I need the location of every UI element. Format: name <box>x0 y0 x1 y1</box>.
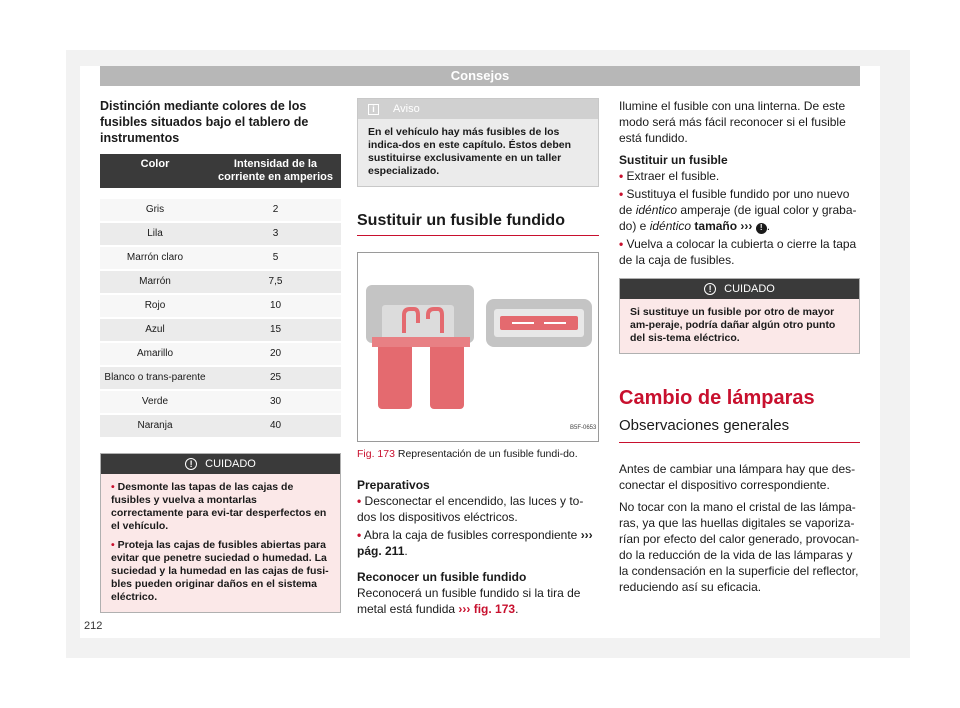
cell-amperage: 25 <box>210 366 341 390</box>
bullet-icon: • <box>111 539 115 551</box>
page-header: Consejos <box>100 66 860 86</box>
cell-amperage: 7,5 <box>210 270 341 294</box>
figure-code: B5F-0653 <box>570 425 597 431</box>
cell-amperage: 3 <box>210 222 341 246</box>
paragraph: Antes de cambiar una lámpara hay que des-conectar el dispositivo correspondiente. <box>619 462 856 492</box>
table-header-color: Color <box>100 154 210 188</box>
intro-text: Ilumine el fusible con una linterna. De este modo será más fácil reconocer si el fusible está fundido. <box>619 99 846 145</box>
table-row <box>100 318 341 342</box>
cuidado-header <box>101 454 340 474</box>
cuidado-label: CUIDADO <box>724 283 775 295</box>
cell-color: Azul <box>100 318 210 342</box>
right-column <box>619 98 860 601</box>
table-row <box>100 390 341 414</box>
bullet-icon: • <box>357 494 362 508</box>
preparativos-title: Preparativos <box>357 478 430 492</box>
figure-caption: Fig. 173 Representación de un fusible fundi-do. <box>357 448 578 460</box>
page-number: 212 <box>84 620 103 632</box>
middle-column <box>357 98 599 623</box>
fuse-body <box>372 337 470 347</box>
bullet-icon: • <box>357 528 362 542</box>
blown-fuse-illustration <box>358 253 598 441</box>
sustituir-item: • Vuelva a colocar la cubierta o cierre la tapa de la caja de fusibles. <box>619 237 857 267</box>
sustituir-item: • Sustituya el fusible fundido por uno nuevo de idéntico amperaje (de igual color y graba-do) e idéntico tamaño ››› ! . <box>619 187 857 233</box>
cell-color: Amarillo <box>100 342 210 366</box>
cuidado-item: • Desmonte las tapas de las cajas de fusibles y vuelva a montarlas correctamente para evi-tar desperfectos en el vehículo. <box>111 481 327 532</box>
table-row <box>100 294 341 318</box>
sustituir-item: • Extraer el fusible. <box>619 169 720 183</box>
subsection-title: Observaciones generales <box>619 416 860 443</box>
cell-color: Blanco o trans-parente <box>100 366 210 390</box>
cell-color: Verde <box>100 390 210 414</box>
left-column <box>100 98 341 613</box>
aviso-label: Aviso <box>393 103 420 115</box>
cell-amperage: 20 <box>210 342 341 366</box>
warning-circle-icon: ! <box>704 283 716 295</box>
figure-173 <box>357 252 599 442</box>
bullet-icon: • <box>619 187 624 201</box>
bullet-icon: • <box>111 481 115 493</box>
cell-amperage: 10 <box>210 294 341 318</box>
cell-amperage: 15 <box>210 318 341 342</box>
cell-amperage: 40 <box>210 414 341 438</box>
cell-color: Naranja <box>100 414 210 438</box>
cell-amperage: 5 <box>210 246 341 270</box>
warning-circle-icon: ! <box>185 458 197 470</box>
sustituir-title: Sustituir un fusible <box>619 153 728 167</box>
preparativos-item: • Abra la caja de fusibles correspondiente ››› pág. 211. <box>357 528 593 558</box>
cuidado-body: Si sustituye un fusible por otro de mayor am-peraje, podría dañar algún otro punto del sis-tema eléctrico. <box>620 299 859 353</box>
section-title-replace-fuse: Sustituir un fusible fundido <box>357 213 599 236</box>
paragraph: No tocar con la mano el cristal de las lámpa-ras, ya que las huellas digitales se vaporiza-rían por efecto del calor generado, provocan-do la reducción de la vida de las lámparas y la condensación en la superficie del reflector, reduciendo así su eficacia. <box>619 500 860 594</box>
cell-color: Marrón claro <box>100 246 210 270</box>
table-row <box>100 246 341 270</box>
cuidado-box-right <box>619 278 860 354</box>
cuidado-header <box>620 279 859 299</box>
chapter-title: Cambio de lámparas <box>619 387 815 409</box>
preparativos-item: • Desconectar el encendido, las luces y to-dos los dispositivos eléctricos. <box>357 494 584 524</box>
cell-amperage: 2 <box>210 198 341 222</box>
warning-circle-icon[interactable]: ! <box>756 223 767 234</box>
cuidado-body <box>101 474 340 612</box>
table-row <box>100 414 341 438</box>
cell-color: Rojo <box>100 294 210 318</box>
aviso-header <box>358 99 598 119</box>
reconocer-text: Reconocerá un fusible fundido si la tira de metal está fundida ››› fig. 173. <box>357 586 581 616</box>
info-square-icon: i <box>368 104 379 115</box>
cuidado-label: CUIDADO <box>205 458 256 470</box>
fuse-color-table <box>100 154 341 439</box>
table-row <box>100 342 341 366</box>
page-link[interactable]: ››› pág. 211 <box>357 528 593 558</box>
cuidado-box-left <box>100 453 341 613</box>
fuse-blade-right <box>430 341 464 409</box>
reconocer-title: Reconocer un fusible fundido <box>357 570 527 584</box>
figure-link[interactable]: ››› fig. 173 <box>458 602 516 616</box>
table-header-amperage: Intensidad de la corriente en amperios <box>210 154 341 188</box>
section-title-colors: Distinción mediante colores de los fusibles situados bajo el tablero de instrumentos <box>100 99 309 145</box>
table-row <box>100 198 341 222</box>
table-row <box>100 222 341 246</box>
fuse-blade-left <box>378 341 412 409</box>
cell-amperage: 30 <box>210 390 341 414</box>
bullet-icon: • <box>619 169 624 183</box>
cell-color: Marrón <box>100 270 210 294</box>
cuidado-item: • Proteja las cajas de fusibles abiertas para evitar que penetre suciedad o humedad. La suciedad y la humedad en las cajas de fusi-bles pueden originar daños en el sistema eléctrico. <box>111 539 329 603</box>
fuse-top-strip <box>500 316 578 330</box>
table-row <box>100 366 341 390</box>
aviso-body: En el vehículo hay más fusibles de los indica-dos en este capítulo. Éstos deben sustituirse exclusivamente en un taller especializado. <box>358 119 598 186</box>
cell-color: Lila <box>100 222 210 246</box>
reconocer-section <box>357 569 599 617</box>
fuse-table-body <box>100 188 341 438</box>
aviso-box <box>357 98 599 187</box>
cell-color: Gris <box>100 198 210 222</box>
bullet-icon: • <box>619 237 624 251</box>
preparativos-section <box>357 477 599 559</box>
table-row <box>100 270 341 294</box>
